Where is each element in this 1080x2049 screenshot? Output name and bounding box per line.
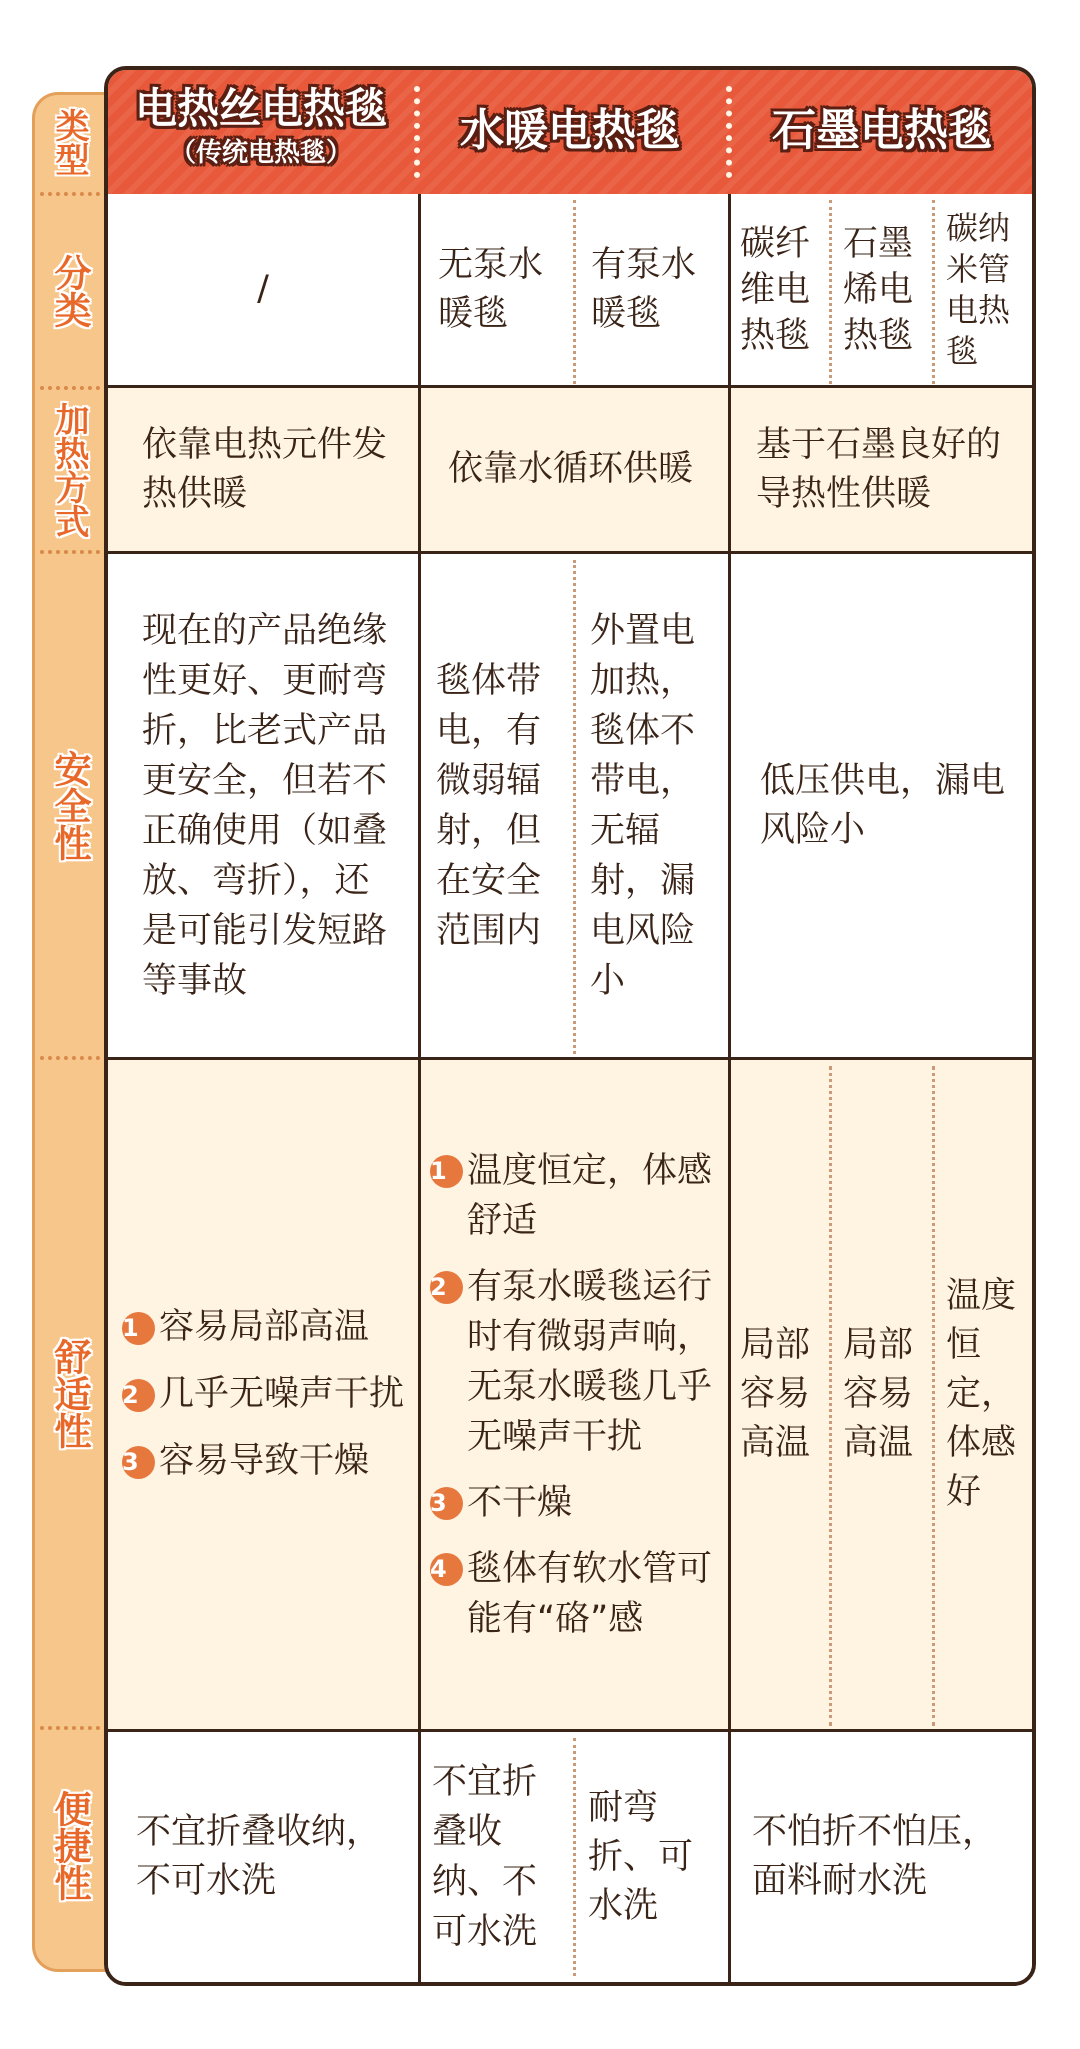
comfort-col1-text: 容易导致干燥 <box>159 1441 370 1481</box>
comfort-col2 <box>430 1060 724 1729</box>
rail-label-convenience <box>32 1730 106 1960</box>
convenience-col3-text: 不怕折不怕压，面料耐水洗 <box>752 1812 998 1901</box>
sub-divider <box>829 1066 832 1726</box>
comfort-col2-text: 不干燥 <box>467 1482 573 1523</box>
list-item <box>430 1478 724 1528</box>
rail-label-category <box>32 196 106 386</box>
row-category <box>108 194 1032 388</box>
column-divider <box>728 1060 731 1732</box>
category-carbon-fiber <box>740 194 822 385</box>
rail-label-safety <box>32 554 106 1056</box>
category-nanotube-text: 碳纳米管电热毯 <box>946 208 1011 370</box>
convenience-col1-text: 不宜折叠收纳，不可水洗 <box>136 1812 382 1901</box>
comfort-col1-text: 容易局部高温 <box>159 1307 370 1347</box>
category-nanotube <box>946 194 1028 385</box>
comfort-col2-text: 有泵水暖毯运行时有微弱声响，无泵水暖毯几乎无噪声干扰 <box>467 1266 713 1457</box>
convenience-pumpless-text: 不宜折叠收纳、不可水洗 <box>432 1762 538 1952</box>
rail-text-category: 分类 <box>48 254 91 328</box>
comfort-col2-num: 4 <box>430 1553 463 1586</box>
heating-col3 <box>756 388 1006 551</box>
comfort-graphene-text: 局部容易高温 <box>843 1325 914 1463</box>
sub-divider <box>573 200 576 384</box>
sub-divider <box>573 560 576 1054</box>
safety-col1-text: 现在的产品绝缘性更好、更耐弯折，比老式产品更安全，但若不正确使用（如叠放、弯折），还是可能引发短路等事故 <box>142 610 388 1001</box>
comfort-col2-text: 温度恒定，体感舒适 <box>467 1150 713 1241</box>
rail-text-heating: 加热方式 <box>49 402 89 538</box>
safety-pumpless-text: 毯体带电，有微弱辐射，但在安全范围内 <box>436 660 542 951</box>
list-item <box>430 1544 724 1644</box>
row-convenience <box>108 1732 1032 1982</box>
rail-label-heating <box>32 390 106 550</box>
header-col2-title: 水暖电热毯 <box>460 105 680 156</box>
sub-divider <box>932 1066 935 1726</box>
comfort-col2-text: 毯体有软水管可能有“硌”感 <box>467 1548 713 1639</box>
column-divider <box>728 554 731 1060</box>
category-col1-text: / <box>257 269 269 309</box>
column-divider <box>418 1732 421 1982</box>
safety-pumped-text: 外置电加热，毯体不带电，无辐射，漏电风险小 <box>590 610 696 1001</box>
comfort-col2-num: 3 <box>430 1487 463 1520</box>
rail-text-comfort: 舒适性 <box>48 1337 91 1449</box>
safety-col3-text: 低压供电，漏电风险小 <box>760 760 1006 850</box>
comfort-col1-text: 几乎无噪声干扰 <box>159 1374 405 1414</box>
row-safety <box>108 554 1032 1060</box>
comfort-col1 <box>122 1060 412 1729</box>
convenience-col3 <box>752 1732 1018 1982</box>
comfort-nanotube <box>946 1060 1028 1729</box>
comfort-graphene <box>843 1060 925 1729</box>
comfort-nanotube-text: 温度恒定，体感好 <box>946 1276 1017 1512</box>
convenience-pumpless <box>432 1732 564 1982</box>
category-carbon-fiber-text: 碳纤维电热毯 <box>740 223 811 356</box>
safety-col1 <box>142 554 398 1057</box>
row-comfort <box>108 1060 1032 1732</box>
category-pumped-text: 有泵水暖毯 <box>591 244 697 334</box>
comfort-carbon-fiber <box>740 1060 822 1729</box>
comparison-table <box>104 66 1036 1986</box>
list-item <box>122 1370 404 1419</box>
rail-text-type: 类型 <box>49 108 89 176</box>
heating-col1-text: 依靠电热元件发热供暖 <box>142 424 388 514</box>
row-heating <box>108 388 1032 554</box>
list-item <box>122 1303 404 1352</box>
column-divider <box>728 1732 731 1982</box>
header-col1-title: 电热丝电热毯 <box>134 84 387 133</box>
category-pumped <box>591 194 721 385</box>
sub-divider <box>573 1738 576 1976</box>
list-item <box>430 1262 724 1462</box>
convenience-col1 <box>136 1732 406 1982</box>
comfort-col2-num: 2 <box>430 1271 463 1304</box>
heating-col2 <box>448 388 698 551</box>
rail-text-convenience: 便捷性 <box>48 1789 91 1901</box>
convenience-pumped-text: 耐弯折、可水洗 <box>588 1787 694 1926</box>
header-col3-title: 石墨电热毯 <box>772 105 992 156</box>
heating-col1 <box>142 388 392 551</box>
table-header <box>108 70 1032 198</box>
comfort-col2-list <box>430 1146 724 1644</box>
category-pumpless <box>438 194 566 385</box>
heating-col3-text: 基于石墨良好的导热性供暖 <box>756 424 1002 514</box>
column-divider <box>418 1060 421 1732</box>
safety-pumped <box>590 554 722 1057</box>
heating-col2-text: 依靠水循环供暖 <box>448 449 694 489</box>
comfort-col1-num: 1 <box>122 1312 155 1345</box>
safety-pumpless <box>436 554 564 1057</box>
rail-text-safety: 安全性 <box>48 749 91 861</box>
column-divider <box>728 388 731 554</box>
comfort-col1-num: 2 <box>122 1379 155 1412</box>
comfort-col1-list <box>122 1303 404 1486</box>
category-graphene-text: 石墨烯电热毯 <box>843 223 914 356</box>
list-item <box>430 1146 724 1246</box>
rail-label-type <box>32 92 106 192</box>
sub-divider <box>932 200 935 384</box>
category-col1 <box>108 194 418 385</box>
list-item <box>122 1437 404 1486</box>
column-divider <box>418 554 421 1060</box>
column-divider <box>418 194 421 388</box>
rail-label-comfort <box>32 1060 106 1726</box>
safety-col3 <box>760 554 1010 1057</box>
comfort-carbon-fiber-text: 局部容易高温 <box>740 1325 811 1463</box>
category-pumpless-text: 无泵水暖毯 <box>438 244 544 334</box>
column-divider <box>728 194 731 388</box>
header-col1-subtitle: （传统电热毯） <box>169 138 352 168</box>
comfort-col1-num: 3 <box>122 1446 155 1479</box>
column-divider <box>418 388 421 554</box>
sub-divider <box>829 200 832 384</box>
convenience-pumped <box>588 1732 724 1982</box>
comfort-col2-num: 1 <box>430 1155 463 1188</box>
category-graphene <box>843 194 925 385</box>
